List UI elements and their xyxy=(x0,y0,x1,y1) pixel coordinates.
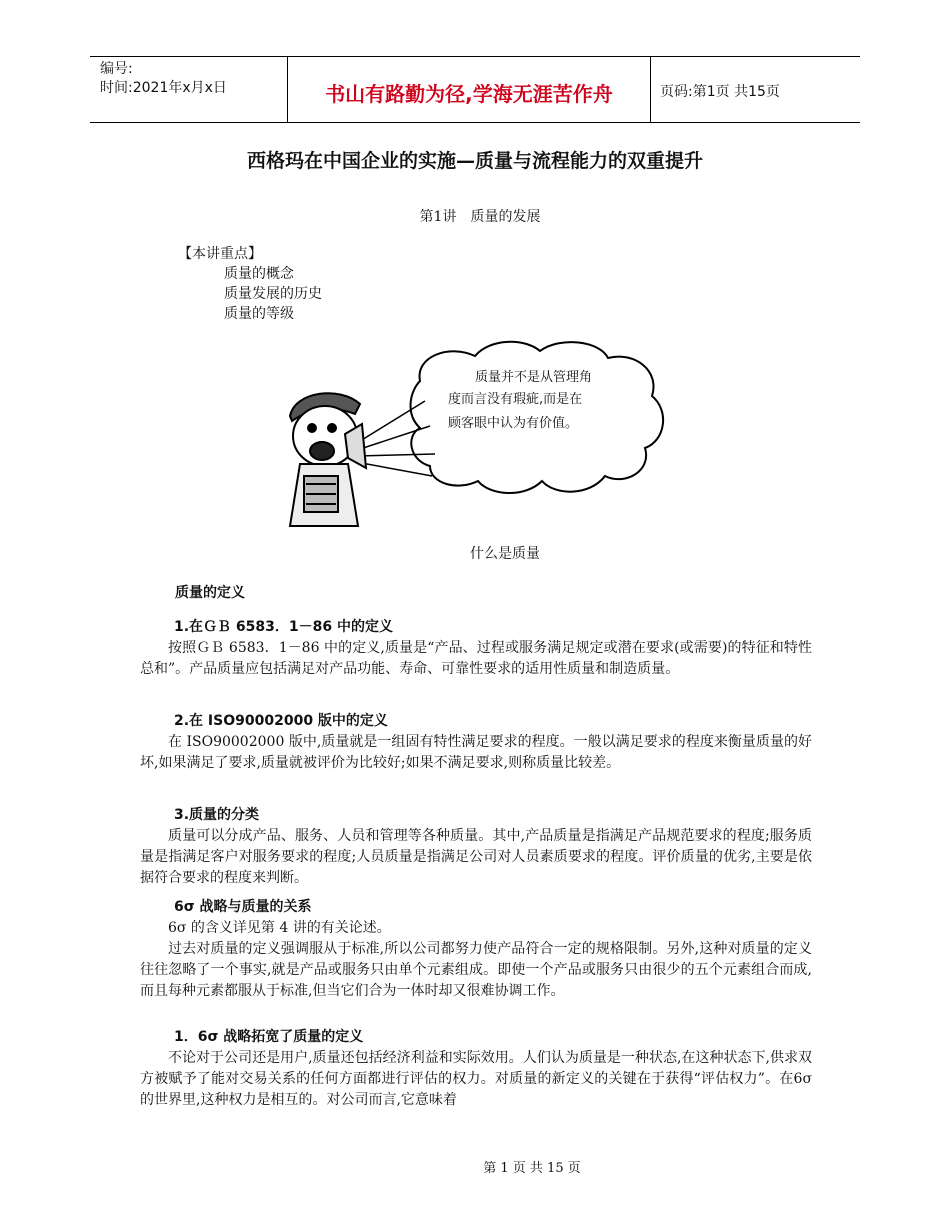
section-heading-widen: 1．6σ 战略拓宽了质量的定义 xyxy=(174,1029,364,1045)
speech-line: 顾客眼中认为有价值。 xyxy=(448,416,579,431)
page-footer: 第 1 页 共 15 页 xyxy=(483,1161,581,1176)
paragraph-class: 质量可以分成产品、服务、人员和管理等各种质量。其中,产品质量是指满足产品规范要求的程度;服务质量是指满足客户对服务要求的程度;人员质量是指满足公司对人员素质要求的程度。评价质量的优劣,主要是依据符合要求的程度来判断。 xyxy=(140,828,812,886)
section-heading-gb: 1.在ＧＢ 6583．1－86 中的定义 xyxy=(174,619,393,635)
header-top-rule xyxy=(90,56,860,57)
paragraph-iso: 在 ISO90002000 版中,质量就是一组固有特性满足要求的程度。一般以满足要求的程度来衡量质量的好坏,如果满足了要求,质量就被评价为比较好;如果不满足要求,则称质量比较差。 xyxy=(140,734,812,771)
key-point-item: 质量的概念 xyxy=(224,266,294,282)
key-points-heading: 【本讲重点】 xyxy=(178,246,262,262)
lecture-subtitle: 第1讲 质量的发展 xyxy=(419,209,541,225)
section-gb xyxy=(140,617,812,680)
header-motto: 书山有路勤为径,学海无涯苦作舟 xyxy=(325,82,613,106)
cartoon-figure xyxy=(270,336,670,536)
section-iso xyxy=(140,711,812,774)
section-class xyxy=(140,805,812,889)
header-bottom-rule xyxy=(90,122,860,123)
section-heading-iso: 2.在 ISO90002000 版中的定义 xyxy=(174,713,388,729)
header-time-label: 时间:2021年x月x日 xyxy=(100,80,227,96)
paragraph-gb: 按照ＧＢ 6583．1－86 中的定义,质量是“产品、过程或服务满足规定或潜在要求(或需要)的特征和特性总和”。产品质量应包括满足对产品功能、寿命、可靠性要求的适用性质量和制造质量。 xyxy=(140,640,812,677)
speech-line: 质量并不是从管理角 xyxy=(475,370,593,385)
cartoon-man-icon xyxy=(290,393,366,526)
paragraph-sigma-1: 6σ 的含义详见第 4 讲的有关论述。 xyxy=(168,920,391,936)
key-point-item: 质量的等级 xyxy=(224,306,294,322)
section-heading-sigma: 6σ 战略与质量的关系 xyxy=(174,899,312,915)
speech-line: 度而言没有瑕疵,而是在 xyxy=(448,392,583,407)
key-point-item: 质量发展的历史 xyxy=(224,286,322,302)
section-widen xyxy=(140,1027,812,1111)
document-title: 西格玛在中国企业的实施—质量与流程能力的双重提升 xyxy=(246,150,703,172)
section-heading-definition: 质量的定义 xyxy=(175,585,245,601)
header-meta xyxy=(100,60,227,98)
section-heading-class: 3.质量的分类 xyxy=(174,807,260,823)
header-number-label: 编号: xyxy=(100,61,133,77)
figure-caption: 什么是质量 xyxy=(470,546,540,562)
header-divider-right xyxy=(650,56,651,123)
paragraph-widen: 不论对于公司还是用户,质量还包括经济利益和实际效用。人们认为质量是一种状态,在这种状态下,供求双方被赋予了能对交易关系的任何方面都进行评估的权力。对质量的新定义的关键在于获得“评估权力”。在6σ 的世界里,这种权力是相互的。对公司而言,它意味着 xyxy=(140,1050,812,1108)
section-sigma xyxy=(140,897,812,1002)
paragraph-sigma-2: 过去对质量的定义强调服从于标准,所以公司都努力使产品符合一定的规格限制。另外,这种对质量的定义往往忽略了一个事实,就是产品或服务只由单个元素组成。即使一个产品或服务只由很少的五个元素组合而成,而且每种元素都服从于标准,但当它们合为一体时却又很难协调工作。 xyxy=(140,941,812,999)
header-page-info: 页码:第1页 共15页 xyxy=(660,84,780,100)
key-points xyxy=(178,244,322,324)
header-divider-left xyxy=(287,56,288,123)
